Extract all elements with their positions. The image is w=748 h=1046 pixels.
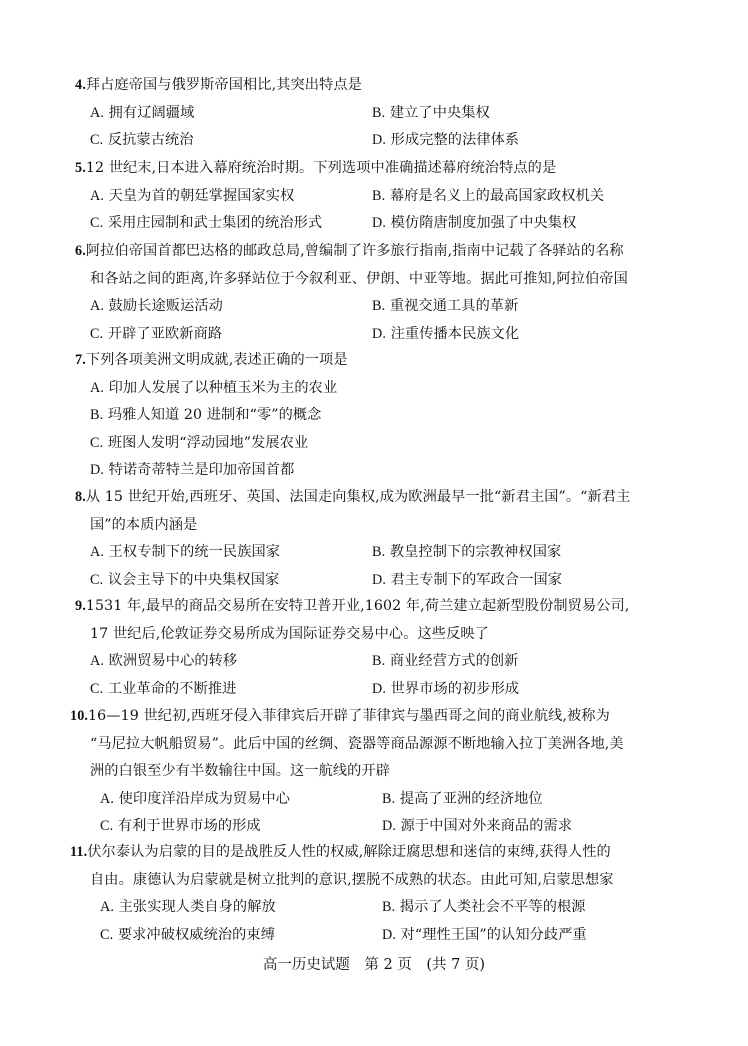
options-group — [75, 293, 675, 348]
option-text: 欧洲贸易中心的转移 — [108, 653, 238, 669]
option-label: C. — [100, 926, 114, 943]
options-row — [90, 648, 675, 676]
option-label: B. — [90, 407, 104, 423]
question-5 — [75, 155, 675, 238]
option-label: B. — [372, 187, 386, 204]
option-d — [372, 676, 654, 704]
option-d — [372, 127, 654, 155]
options-group — [75, 648, 675, 703]
option-c — [90, 430, 650, 458]
option-a — [90, 375, 650, 403]
option-text: 形成完整的法律体系 — [390, 132, 520, 148]
question-stem — [75, 238, 675, 266]
option-label: A. — [90, 544, 104, 560]
options-row — [90, 183, 675, 211]
option-label: C. — [100, 818, 114, 834]
option-label: A. — [90, 653, 104, 669]
option-text: 提高了亚洲的经济地位 — [399, 790, 543, 807]
question-11 — [70, 839, 670, 949]
option-text: 工业革命的不断推进 — [107, 680, 237, 697]
option-c — [100, 813, 382, 841]
option-label: C. — [90, 215, 104, 231]
question-number: 4. — [75, 77, 86, 93]
question-7 — [75, 347, 675, 485]
options-group — [75, 375, 675, 485]
option-label: A. — [100, 899, 114, 915]
question-text: 1531 年,最早的商品交易所在安特卫普开业,1602 年,荷兰建立起新型股份制贸易公司, — [85, 598, 630, 614]
option-c — [90, 210, 372, 238]
option-text: 幕府是名义上的最高国家政权机关 — [389, 187, 605, 204]
option-b — [372, 293, 654, 321]
option-text: 天皇为首的朝廷掌握国家实权 — [108, 187, 295, 204]
option-label: B. — [372, 544, 386, 560]
options-row — [90, 676, 675, 704]
option-label: A. — [90, 104, 104, 121]
option-b — [372, 539, 654, 567]
option-text: 反抗蒙古统治 — [107, 132, 194, 148]
option-text: 建立了中央集权 — [389, 104, 490, 121]
options-row — [90, 321, 675, 349]
question-text: 阿拉伯帝国首都巴达格的邮政总局,曾编制了许多旅行指南,指南中记载了各驿站的名称 — [85, 243, 624, 259]
option-label: B. — [372, 653, 386, 669]
option-a — [100, 786, 382, 814]
question-stem — [70, 703, 670, 731]
option-a — [100, 894, 382, 922]
option-b — [382, 894, 664, 922]
question-text: 从 15 世纪开始,西班牙、英国、法国走向集权,成为欧洲最早一批“新君主国”。“新君主 — [85, 489, 631, 505]
question-number: 11. — [70, 844, 88, 860]
options-row — [90, 402, 675, 430]
options-row — [90, 430, 675, 458]
option-label: B. — [372, 104, 386, 121]
question-text: 16—19 世纪初,西班牙侵入菲律宾后开辟了菲律宾与墨西哥之间的商业航线,被称为 — [88, 708, 610, 724]
option-text: 印加人发展了以种植玉米为主的农业 — [108, 379, 338, 396]
option-text: 特诺奇蒂特兰是印加帝国首都 — [108, 462, 295, 478]
option-label: D. — [372, 571, 386, 588]
option-label: B. — [372, 298, 386, 314]
options-group — [75, 183, 675, 238]
options-row — [90, 210, 675, 238]
question-number: 9. — [75, 598, 86, 614]
options-group — [75, 539, 675, 594]
option-label: C. — [90, 325, 104, 342]
question-stem — [75, 593, 675, 621]
option-b — [90, 402, 650, 430]
option-b — [372, 648, 654, 676]
option-text: 采用庄园制和武士集团的统治形式 — [107, 215, 323, 231]
question-stem — [75, 484, 675, 512]
options-row — [100, 894, 670, 922]
question-stem-continued: 国”的本质内涵是 — [90, 516, 198, 533]
question-number: 8. — [75, 489, 86, 505]
question-4 — [75, 72, 675, 155]
question-text: 12 世纪末,日本进入幕府统治时期。下列选项中准确描述幕府统治特点的是 — [85, 160, 557, 176]
option-text: 要求冲破权威统治的束缚 — [117, 926, 276, 943]
options-row — [100, 786, 670, 814]
option-text: 拥有辽阔疆域 — [108, 104, 195, 121]
option-label: C. — [90, 571, 104, 588]
options-row — [100, 813, 670, 841]
option-d — [382, 922, 664, 950]
options-row — [90, 127, 675, 155]
option-label: C. — [90, 680, 104, 697]
question-number: 6. — [75, 243, 86, 259]
options-row — [90, 539, 675, 567]
option-a — [90, 183, 372, 211]
option-text: 揭示了人类社会不平等的根源 — [399, 899, 586, 915]
option-text: 开辟了亚欧新商路 — [107, 325, 223, 342]
option-text: 议会主导下的中央集权国家 — [107, 571, 280, 588]
question-number: 7. — [75, 352, 86, 368]
option-a — [90, 100, 372, 128]
option-a — [90, 648, 372, 676]
question-stem — [75, 347, 675, 375]
option-label: A. — [90, 379, 104, 396]
question-stem-continued: 17 世纪后,伦敦证券交易所成为国际证券交易中心。这些反映了 — [90, 625, 489, 642]
options-row — [90, 100, 675, 128]
option-d — [372, 210, 654, 238]
option-d — [90, 457, 650, 485]
option-d — [372, 567, 654, 595]
option-label: D. — [382, 926, 396, 943]
option-b — [382, 786, 664, 814]
question-text: 拜占庭帝国与俄罗斯帝国相比,其突出特点是 — [85, 77, 362, 93]
option-label: B. — [382, 899, 396, 915]
option-label: D. — [372, 680, 386, 697]
option-a — [90, 539, 372, 567]
option-text: 有利于世界市场的形成 — [117, 818, 261, 834]
question-6 — [75, 238, 675, 348]
question-stem-continued: 自由。康德认为启蒙就是树立批判的意识,摆脱不成熟的状态。由此可知,启蒙思想家 — [90, 871, 614, 888]
option-text: 君主专制下的军政合一国家 — [390, 571, 563, 588]
option-text: 源于中国对外来商品的需求 — [400, 818, 573, 834]
option-text: 对“理性王国”的认知分歧严重 — [400, 926, 587, 943]
options-row — [90, 375, 675, 403]
option-label: A. — [90, 298, 104, 314]
option-d — [382, 813, 664, 841]
option-label: D. — [372, 132, 386, 148]
option-text: 主张实现人类自身的解放 — [118, 899, 276, 915]
options-row — [90, 567, 675, 595]
options-group — [70, 894, 670, 949]
question-text: 下列各项美洲文明成就,表述正确的一项是 — [85, 352, 348, 368]
question-number: 10. — [70, 708, 89, 724]
option-text: 鼓励长途贩运活动 — [108, 298, 223, 314]
option-label: C. — [90, 434, 104, 451]
option-c — [90, 676, 372, 704]
option-text: 教皇控制下的宗教神权国家 — [389, 544, 562, 560]
option-label: A. — [100, 790, 114, 807]
option-text: 重视交通工具的革新 — [389, 298, 519, 314]
question-8 — [75, 484, 675, 594]
page-footer: 高一历史试题 第 2 页 (共 7 页) — [262, 957, 486, 973]
question-number: 5. — [75, 160, 86, 176]
option-a — [90, 293, 372, 321]
question-stem-continued: 洲的白银至少有半数输往中国。这一航线的开辟 — [90, 763, 391, 779]
option-label: D. — [372, 215, 386, 231]
option-d — [372, 321, 654, 349]
option-c — [90, 567, 372, 595]
option-label: D. — [382, 818, 396, 834]
option-text: 模仿隋唐制度加强了中央集权 — [390, 215, 577, 231]
question-10 — [70, 703, 670, 841]
option-label: D. — [90, 462, 104, 478]
options-row — [90, 293, 675, 321]
question-stem — [75, 72, 675, 100]
option-label: A. — [90, 187, 104, 204]
option-text: 玛雅人知道 20 进制和“零”的概念 — [107, 407, 322, 423]
question-stem-continued: “马尼拉大帆船贸易”。此后中国的丝绸、瓷器等商品源源不断地输入拉丁美洲各地,美 — [90, 735, 624, 752]
option-c — [100, 922, 382, 950]
option-text: 注重传播本民族文化 — [390, 325, 520, 342]
options-row — [100, 922, 670, 950]
question-stem — [75, 155, 675, 183]
option-text: 王权专制下的统一民族国家 — [108, 544, 281, 560]
question-9 — [75, 593, 675, 703]
option-text: 使印度洋沿岸成为贸易中心 — [118, 790, 291, 807]
question-text: 伏尔泰认为启蒙的目的是战胜反人性的权威,解除迂腐思想和迷信的束缚,获得人性的 — [87, 844, 611, 860]
option-c — [90, 127, 372, 155]
option-label: C. — [90, 132, 104, 148]
options-group — [75, 100, 675, 155]
option-b — [372, 100, 654, 128]
options-group — [70, 786, 670, 841]
option-label: D. — [372, 325, 386, 342]
option-text: 商业经营方式的创新 — [389, 653, 519, 669]
option-b — [372, 183, 654, 211]
option-label: B. — [382, 790, 396, 807]
option-c — [90, 321, 372, 349]
option-text: 世界市场的初步形成 — [390, 680, 520, 697]
options-row — [90, 457, 675, 485]
question-stem-continued: 和各站之间的距离,许多驿站位于今叙利亚、伊朗、中亚等地。据此可推知,阿拉伯帝国 — [90, 270, 628, 287]
question-stem — [70, 839, 670, 867]
option-text: 班图人发明“浮动园地”发展农业 — [107, 434, 309, 451]
